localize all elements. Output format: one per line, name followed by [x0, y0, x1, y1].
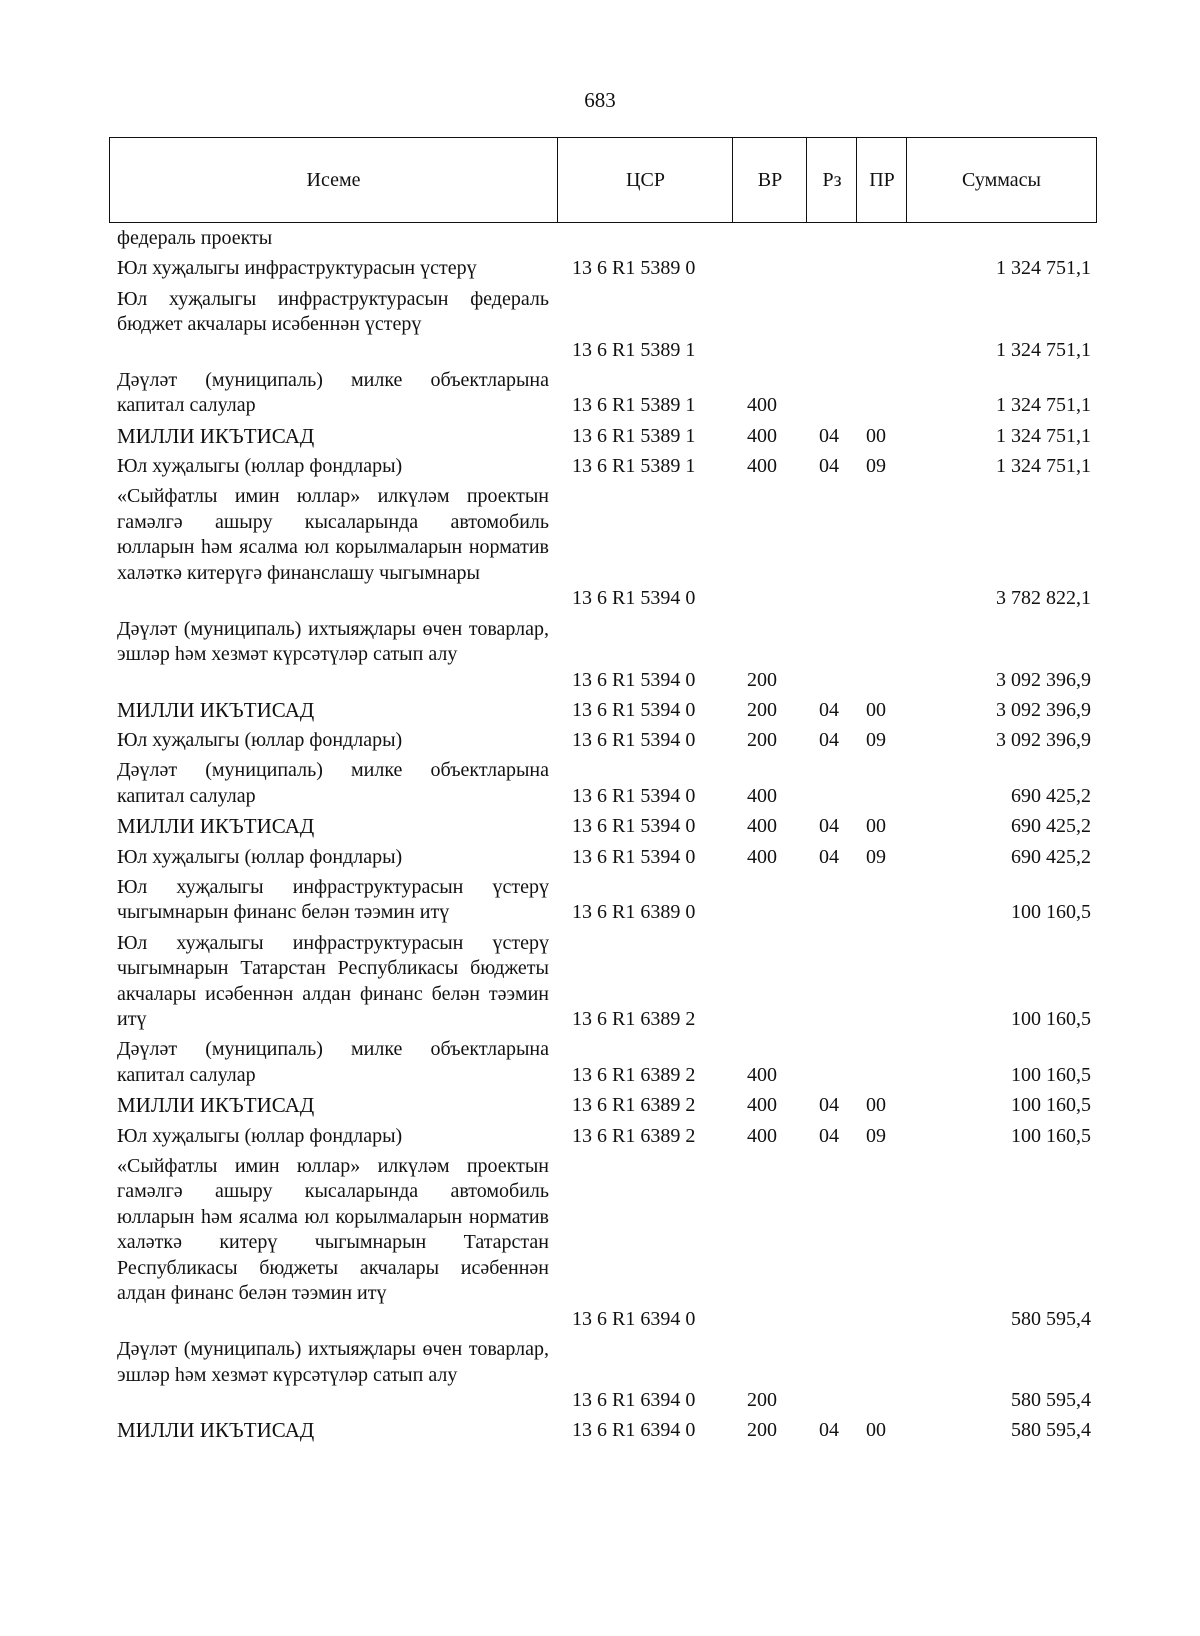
row-rz: 04 — [819, 1124, 839, 1147]
table-row — [0, 1037, 1200, 1093]
table-row — [0, 814, 1200, 844]
row-sum: 100 160,5 — [1011, 1124, 1091, 1147]
table-row — [0, 728, 1200, 758]
row-vr: 400 — [747, 454, 777, 477]
row-name: Дәүләт (муниципаль) ихтыяҗлары өчен товарлар, эшләр һәм хезмәт күрсәтүләр сатып алу — [117, 617, 549, 666]
header-sum: Суммасы — [906, 138, 1096, 222]
row-csr: 13 6 R1 6394 0 — [572, 1307, 696, 1330]
table-row — [0, 368, 1200, 424]
row-csr: 13 6 R1 5389 1 — [572, 454, 696, 477]
row-sum: 3 092 396,9 — [996, 698, 1091, 721]
header-vr: ВР — [732, 138, 807, 222]
row-sum: 1 324 751,1 — [996, 424, 1091, 447]
row-pr: 09 — [866, 454, 886, 477]
row-name: Дәүләт (муниципаль) ихтыяҗлары өчен товарлар, эшләр һәм хезмәт күрсәтүләр сатып алу — [117, 1338, 549, 1386]
row-vr: 200 — [747, 668, 777, 691]
header-csr: ЦСР — [557, 138, 733, 222]
row-vr: 400 — [747, 1094, 777, 1117]
header-pr: ПР — [856, 138, 907, 222]
row-vr: 400 — [747, 784, 777, 807]
table-row — [0, 1093, 1200, 1123]
row-sum: 3 092 396,9 — [996, 668, 1091, 691]
row-name: Юл хуҗалыгы инфраструктурасын федераль бюджет акчалары исәбеннән үстерү — [117, 287, 549, 336]
row-sum: 690 425,2 — [1011, 845, 1091, 868]
row-csr: 13 6 R1 5394 0 — [572, 698, 696, 721]
row-vr: 400 — [747, 845, 777, 868]
row-name: Дәүләт (муниципаль) милке объектларына капитал салулар — [117, 1038, 549, 1086]
row-csr: 13 6 R1 5394 0 — [572, 784, 696, 807]
row-csr: 13 6 R1 6389 2 — [572, 1094, 696, 1117]
row-name: МИЛЛИ ИКЪТИСАД — [117, 814, 315, 839]
row-csr: 13 6 R1 5389 0 — [572, 257, 696, 280]
row-sum: 580 595,4 — [1011, 1307, 1091, 1330]
row-sum: 1 324 751,1 — [996, 338, 1091, 361]
row-vr: 400 — [747, 424, 777, 447]
table-row — [0, 617, 1200, 698]
row-name: Юл хуҗалыгы (юллар фондлары) — [117, 1124, 403, 1147]
table-row — [0, 845, 1200, 875]
table-row — [0, 454, 1200, 484]
row-name: МИЛЛИ ИКЪТИСАД — [117, 1093, 315, 1118]
page-number: 683 — [584, 88, 616, 112]
row-vr: 400 — [747, 394, 777, 417]
row-csr: 13 6 R1 6394 0 — [572, 1419, 696, 1442]
row-rz: 04 — [819, 1419, 839, 1442]
row-sum: 100 160,5 — [1011, 1094, 1091, 1117]
row-name: Юл хуҗалыгы инфраструктурасын үстерү чыгымнарын финанс белән тәэмин итү — [117, 875, 549, 924]
row-name: МИЛЛИ ИКЪТИСАД — [117, 423, 315, 448]
row-pr: 00 — [866, 424, 886, 447]
row-pr: 00 — [866, 1419, 886, 1442]
row-name: МИЛЛИ ИКЪТИСАД — [117, 697, 315, 722]
row-rz: 04 — [819, 454, 839, 477]
row-vr: 200 — [747, 1389, 777, 1412]
row-csr: 13 6 R1 5389 1 — [572, 424, 696, 447]
row-sum: 580 595,4 — [1011, 1419, 1091, 1442]
table-row — [0, 875, 1200, 931]
header-name: Исеме — [306, 168, 361, 191]
row-name: Юл хуҗалыгы инфраструктурасын үстерү чыгымнарын Татарстан Республикасы бюджеты акчалары исәбеннән алдан финанс белән тәэмин итү — [117, 931, 549, 1031]
row-sum: 3 092 396,9 — [996, 729, 1091, 752]
row-vr: 200 — [747, 1419, 777, 1442]
table-row — [0, 484, 1200, 616]
row-vr: 200 — [747, 698, 777, 721]
row-csr: 13 6 R1 6389 0 — [572, 901, 696, 924]
table-row — [0, 256, 1200, 286]
row-name: Юл хуҗалыгы (юллар фондлары) — [117, 845, 403, 868]
table-row — [0, 1124, 1200, 1154]
row-name: «Сыйфатлы имин юллар» илкүләм проектын гамәлгә ашыру кысаларында автомобиль юлларын һәм ясалма юл корылмаларын норматив халәткә китерү чыгымнарын Татарстан Республикасы бюджеты акчалары исәбеннән алдан финанс белән тәэмин итү — [117, 1154, 549, 1305]
row-sum: 100 160,5 — [1011, 1008, 1091, 1031]
row-csr: 13 6 R1 5394 0 — [572, 729, 696, 752]
row-vr: 400 — [747, 815, 777, 838]
row-csr: 13 6 R1 5389 1 — [572, 338, 696, 361]
row-name: «Сыйфатлы имин юллар» илкүләм проектын гамәлгә ашыру кысаларында автомобиль юлларын һәм ясалма юл корылмаларын норматив халәткә китерүгә финанслашу чыгымнары — [117, 485, 549, 584]
row-rz: 04 — [819, 1094, 839, 1117]
table-row — [0, 226, 1200, 256]
row-vr: 400 — [747, 1124, 777, 1147]
row-pr: 09 — [866, 729, 886, 752]
row-csr: 13 6 R1 6389 2 — [572, 1008, 696, 1031]
row-name: МИЛЛИ ИКЪТИСАД — [117, 1418, 315, 1443]
row-sum: 690 425,2 — [1011, 815, 1091, 838]
row-name: Дәүләт (муниципаль) милке объектларына капитал салулар — [117, 759, 549, 807]
row-pr: 00 — [866, 698, 886, 721]
table-row — [0, 698, 1200, 728]
row-vr: 400 — [747, 1063, 777, 1086]
row-rz: 04 — [819, 815, 839, 838]
table-row — [0, 758, 1200, 814]
row-pr: 09 — [866, 1124, 886, 1147]
row-sum: 100 160,5 — [1011, 901, 1091, 924]
row-sum: 580 595,4 — [1011, 1389, 1091, 1412]
row-vr: 200 — [747, 729, 777, 752]
row-sum: 1 324 751,1 — [996, 257, 1091, 280]
table-row — [0, 1337, 1200, 1418]
row-name: федераль проекты — [117, 227, 273, 249]
row-pr: 00 — [866, 815, 886, 838]
row-name: Юл хуҗалыгы (юллар фондлары) — [117, 454, 403, 477]
row-name: Юл хуҗалыгы (юллар фондлары) — [117, 729, 403, 752]
table-body — [0, 226, 1200, 1449]
row-sum: 3 782 822,1 — [996, 587, 1091, 610]
row-sum: 1 324 751,1 — [996, 454, 1091, 477]
header-rz: Рз — [806, 138, 857, 222]
row-rz: 04 — [819, 698, 839, 721]
row-sum: 690 425,2 — [1011, 784, 1091, 807]
row-csr: 13 6 R1 6394 0 — [572, 1389, 696, 1412]
row-csr: 13 6 R1 6389 2 — [572, 1063, 696, 1086]
table-row — [0, 424, 1200, 454]
row-name: Юл хуҗалыгы инфраструктурасын үстерү — [117, 257, 477, 280]
row-pr: 09 — [866, 845, 886, 868]
row-csr: 13 6 R1 6389 2 — [572, 1124, 696, 1147]
row-csr: 13 6 R1 5394 0 — [572, 587, 696, 610]
row-rz: 04 — [819, 424, 839, 447]
row-name: Дәүләт (муниципаль) милке объектларына капитал салулар — [117, 368, 549, 417]
table-row — [0, 287, 1200, 368]
row-pr: 00 — [866, 1094, 886, 1117]
row-sum: 100 160,5 — [1011, 1063, 1091, 1086]
table-row — [0, 931, 1200, 1038]
row-csr: 13 6 R1 5394 0 — [572, 815, 696, 838]
table-row — [0, 1418, 1200, 1448]
table-row — [0, 1154, 1200, 1337]
row-csr: 13 6 R1 5394 0 — [572, 668, 696, 691]
row-csr: 13 6 R1 5389 1 — [572, 394, 696, 417]
row-sum: 1 324 751,1 — [996, 394, 1091, 417]
table-header — [109, 137, 1097, 223]
row-rz: 04 — [819, 729, 839, 752]
row-rz: 04 — [819, 845, 839, 868]
row-csr: 13 6 R1 5394 0 — [572, 845, 696, 868]
